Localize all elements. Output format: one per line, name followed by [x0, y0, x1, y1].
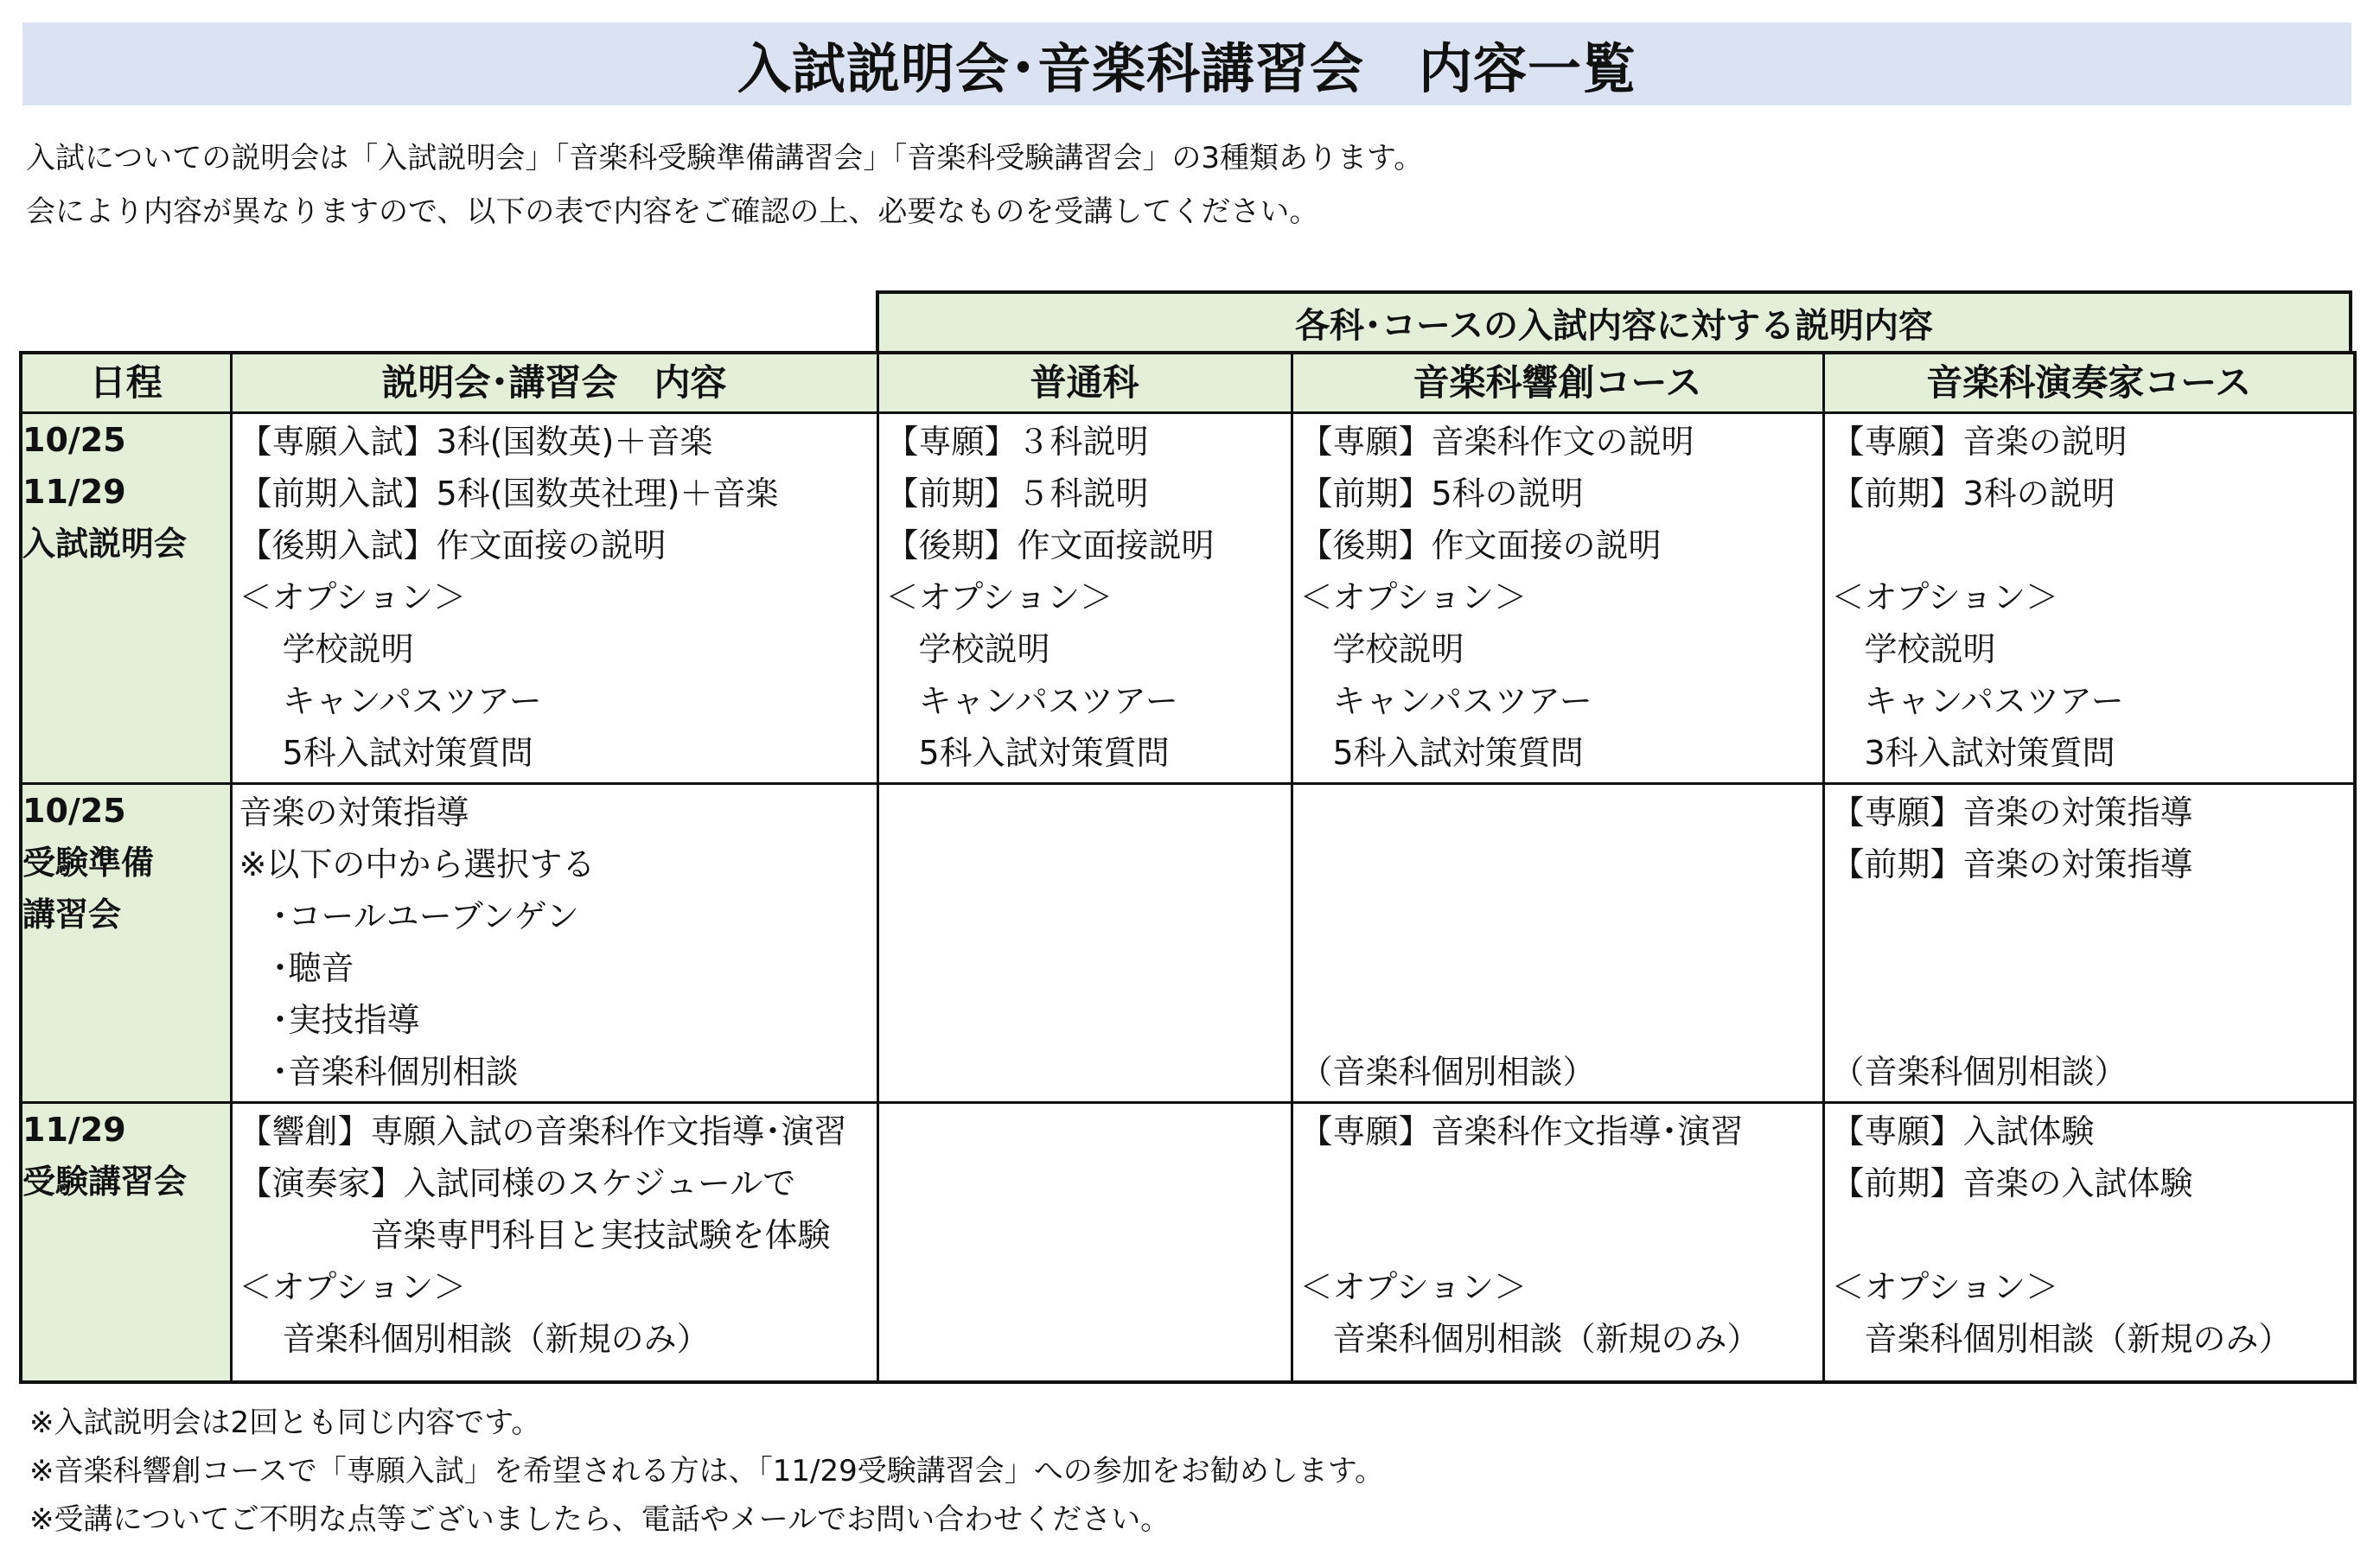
cell-line	[1832, 1209, 2354, 1261]
date-line: 入試説明会	[22, 525, 188, 563]
cell-line: （音楽科個別相談）	[1831, 1053, 2128, 1091]
kyoso-cell	[1292, 784, 1823, 1103]
cell-line: 【専願】音楽の説明	[1831, 423, 2128, 461]
intro-text	[26, 131, 1423, 239]
course-group-header: 各科･コースの入試内容に対する説明内容	[876, 290, 2352, 351]
cell-line: ＜オプション＞	[1299, 578, 1528, 616]
cell-line: 学校説明	[239, 630, 414, 668]
ensou-cell	[1823, 784, 2355, 1103]
cell-line: 【前期】3科の説明	[1831, 475, 2115, 513]
cell-line	[1300, 787, 1822, 838]
cell-line: 音楽科個別相談（新規のみ）	[1299, 1320, 1760, 1358]
cell-line: 【演奏家】入試同様のスケジュールで	[239, 1164, 796, 1202]
cell-line: 学校説明	[885, 630, 1050, 668]
cell-line: 5科入試対策質問	[885, 734, 1170, 772]
cell-line: ＜オプション＞	[885, 578, 1113, 616]
page-title: 入試説明会･音楽科講習会 内容一覧	[22, 22, 2351, 105]
cell-line: キャンパスツアー	[1299, 682, 1592, 720]
cell-line: ･聴音	[239, 949, 354, 987]
cell-line: 【前期】音楽の対策指導	[1831, 845, 2193, 883]
cell-line: キャンパスツアー	[1831, 682, 2124, 720]
cell-line: 音楽科個別相談（新規のみ）	[239, 1320, 710, 1358]
header-kyoso: 音楽科響創コース	[1292, 353, 1823, 413]
cell-line: ※以下の中から選択する	[239, 845, 596, 883]
cell-line: 【後期】作文面接説明	[885, 526, 1215, 564]
cell-line: 【後期入試】作文面接の説明	[239, 526, 667, 564]
date-cell	[21, 784, 231, 1103]
cell-line: キャンパスツアー	[885, 682, 1178, 720]
header-row	[21, 353, 2355, 413]
cell-line: ･音楽科個別相談	[239, 1053, 519, 1091]
date-line: 11/29	[22, 1111, 126, 1149]
date-cell	[21, 413, 231, 784]
cell-line: 【専願入試】3科(国数英)＋音楽	[239, 423, 713, 461]
cell-line: ＜オプション＞	[1299, 1268, 1528, 1306]
ensou-cell	[1823, 1103, 2355, 1383]
kyoso-cell	[1292, 413, 1823, 784]
cell-line: ･実技指導	[239, 1001, 420, 1039]
futsu-cell	[877, 1103, 1292, 1383]
cell-line	[1300, 1209, 1822, 1261]
date-line: 講習会	[22, 896, 122, 934]
cell-line: 【専願】３科説明	[885, 423, 1149, 461]
cell-line: 3科入試対策質問	[1831, 734, 2115, 772]
header-futsu: 普通科	[877, 353, 1292, 413]
cell-line	[1300, 942, 1822, 994]
cell-line: 学校説明	[1299, 630, 1464, 668]
cell-line: 【後期】作文面接の説明	[1299, 526, 1662, 564]
cell-line	[1300, 890, 1822, 942]
cell-line: 音楽科個別相談（新規のみ）	[1831, 1320, 2292, 1358]
date-line: 11/29	[22, 473, 126, 511]
schedule-table	[19, 351, 2357, 1384]
date-line: 10/25	[22, 421, 126, 459]
cell-line: 音楽の対策指導	[239, 794, 469, 832]
cell-line	[1832, 942, 2354, 994]
cell-line: 【専願】音楽の対策指導	[1831, 794, 2193, 832]
content-cell	[231, 413, 877, 784]
intro-line: 入試についての説明会は「入試説明会」「音楽科受験準備講習会」「音楽科受験講習会」の3種類あります。	[26, 141, 1424, 175]
header-content: 説明会･講習会 内容	[231, 353, 877, 413]
kyoso-cell	[1292, 1103, 1823, 1383]
cell-line: ＜オプション＞	[1831, 1268, 2059, 1306]
table-row	[21, 784, 2355, 1103]
futsu-cell	[877, 784, 1292, 1103]
cell-line	[1300, 994, 1822, 1046]
cell-line: 5科入試対策質問	[239, 734, 533, 772]
table-row	[21, 413, 2355, 784]
cell-line: ＜オプション＞	[239, 578, 467, 616]
cell-line: ＜オプション＞	[239, 1268, 467, 1306]
cell-line: 学校説明	[1831, 630, 1996, 668]
cell-line: 【響創】専願入試の音楽科作文指導･演習	[239, 1112, 847, 1151]
cell-line: 【前期】音楽の入試体験	[1831, 1164, 2193, 1202]
cell-line: 【専願】音楽科作文の説明	[1299, 423, 1694, 461]
cell-line: ＜オプション＞	[1831, 578, 2059, 616]
content-cell	[231, 784, 877, 1103]
date-line: 受験講習会	[22, 1163, 188, 1201]
cell-line: （音楽科個別相談）	[1299, 1053, 1596, 1091]
cell-line: 音楽専門科目と実技試験を体験	[239, 1216, 831, 1254]
footnote: ※音楽科響創コースで「専願入試」を希望される方は、「11/29受験講習会」への参加をお勧めします。	[29, 1454, 1385, 1488]
cell-line: 【前期入試】5科(国数英社理)＋音楽	[239, 475, 779, 513]
table-row	[21, 1103, 2355, 1383]
cell-line: ･コールユーブンゲン	[239, 897, 579, 935]
date-line: 受験準備	[22, 844, 155, 882]
footnotes	[29, 1399, 1384, 1544]
cell-line	[1832, 519, 2354, 571]
header-ensou: 音楽科演奏家コース	[1823, 353, 2355, 413]
cell-line: 5科入試対策質問	[1299, 734, 1584, 772]
date-cell	[21, 1103, 231, 1383]
header-date: 日程	[21, 353, 231, 413]
content-cell	[231, 1103, 877, 1383]
cell-line: キャンパスツアー	[239, 682, 542, 720]
intro-line: 会により内容が異なりますので、以下の表で内容をご確認の上、必要なものを受講してください。	[26, 194, 1319, 229]
futsu-cell	[877, 413, 1292, 784]
footnote: ※受講についてご不明な点等ございましたら、電話やメールでお問い合わせください。	[29, 1502, 1171, 1537]
cell-line: 【前期】5科の説明	[1299, 475, 1584, 513]
ensou-cell	[1823, 413, 2355, 784]
cell-line	[1832, 890, 2354, 942]
footnote: ※入試説明会は2回とも同じ内容です。	[29, 1405, 541, 1440]
cell-line: 【専願】音楽科作文指導･演習	[1299, 1112, 1744, 1151]
date-line: 10/25	[22, 792, 126, 830]
cell-line: 【専願】入試体験	[1831, 1112, 2095, 1151]
cell-line	[1300, 1157, 1822, 1209]
cell-line	[1300, 838, 1822, 890]
cell-line: 【前期】５科説明	[885, 475, 1149, 513]
cell-line	[1832, 994, 2354, 1046]
